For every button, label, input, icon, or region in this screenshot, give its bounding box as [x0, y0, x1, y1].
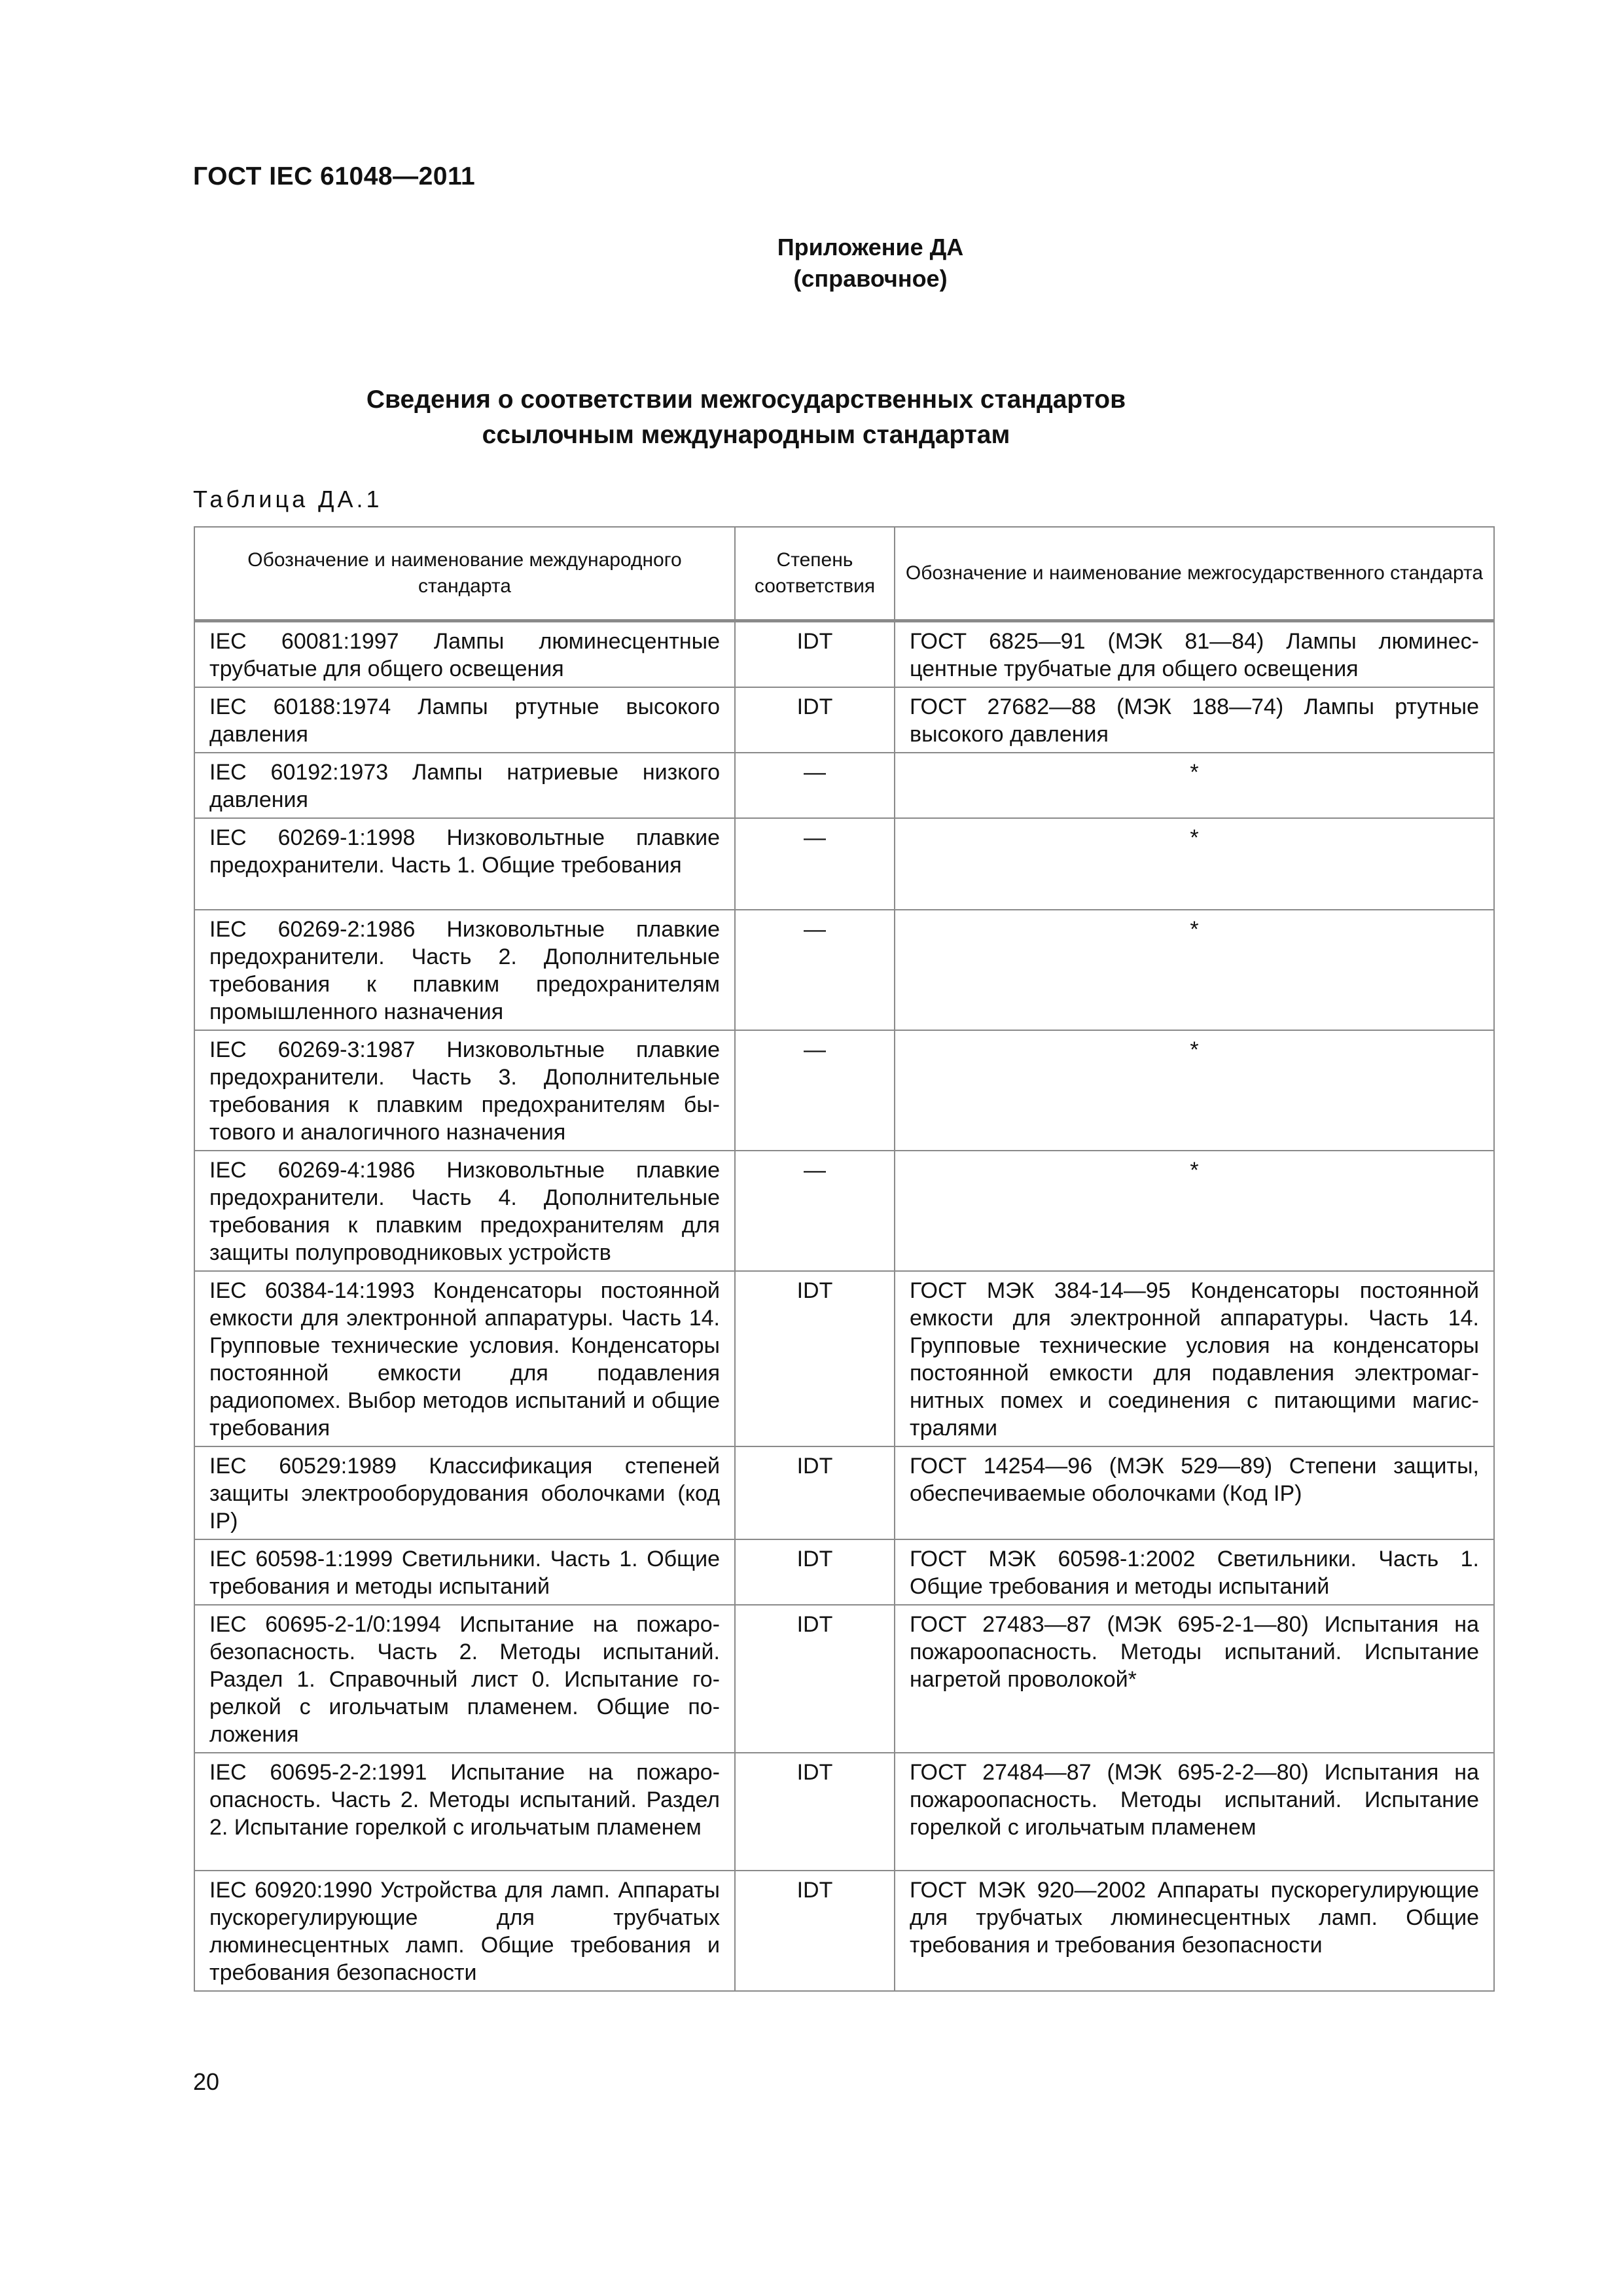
cell-interstate-standard: *	[895, 818, 1494, 910]
cell-international-standard: IEC 60695-2-2:1991 Испытание на пожароопасность. Часть 2. Методы испытаний. Раздел 2. Испытание горелкой с игольчатым пламенем	[194, 1753, 735, 1871]
cell-interstate-standard: ГОСТ 27682—88 (МЭК 188—74) Лампы ртутные высокого давления	[895, 687, 1494, 753]
section-heading-line1: Сведения о соответствии межгосударственных стандартов	[366, 386, 1126, 414]
table-body	[194, 621, 1494, 1992]
cell-international-standard: IEC 60269-2:1986 Низковольтные плавкие предохранители. Часть 2. Дополнительные требования к плавким предохранителям промышленного назначения	[194, 910, 735, 1030]
cell-interstate-standard: ГОСТ 27483—87 (МЭК 695-2-1—80) Испытания на пожароопасность. Методы испытаний. Испытание нагретой проволокой*	[895, 1605, 1494, 1753]
cell-degree-of-conformity: IDT	[735, 1539, 895, 1605]
cell-degree-of-conformity: IDT	[735, 1271, 895, 1446]
cell-international-standard: IEC 60269-4:1986 Низковольтные плавкие предохранители. Часть 4. Дополнительные требования к плавким предохранителям для защиты полупроводниковых устройств	[194, 1151, 735, 1271]
table-row	[194, 1446, 1494, 1539]
header-interstate-standard: Обозначение и наименование межгосударственного стандарта	[895, 527, 1494, 621]
page-number: 20	[193, 2068, 220, 2095]
cell-degree-of-conformity: IDT	[735, 687, 895, 753]
cell-interstate-standard: ГОСТ МЭК 920—2002 Аппараты пускорегулирующие для трубчатых люминесцентных ламп. Общие требования и требования безопасности	[895, 1871, 1494, 1991]
table-row	[194, 1871, 1494, 1991]
cell-degree-of-conformity: IDT	[735, 621, 895, 688]
cell-degree-of-conformity: —	[735, 753, 895, 818]
cell-international-standard: IEC 60188:1974 Лампы ртутные высокого давления	[194, 687, 735, 753]
cell-interstate-standard: ГОСТ 27484—87 (МЭК 695-2-2—80) Испытания на пожароопасность. Методы испытаний. Испытание горелкой с игольчатым пламенем	[895, 1753, 1494, 1871]
cell-degree-of-conformity: —	[735, 910, 895, 1030]
cell-degree-of-conformity: —	[735, 818, 895, 910]
cell-international-standard: IEC 60269-1:1998 Низковольтные плавкие предохранители. Часть 1. Общие требования	[194, 818, 735, 910]
document-code: ГОСТ IEC 61048—2011	[193, 162, 476, 190]
cell-international-standard: IEC 60192:1973 Лампы натриевые низкого давления	[194, 753, 735, 818]
table-row	[194, 687, 1494, 753]
cell-international-standard: IEC 60081:1997 Лампы люминесцентные трубчатые для общего освещения	[194, 621, 735, 688]
table-header-row	[194, 527, 1494, 621]
cell-interstate-standard: *	[895, 1151, 1494, 1271]
cell-degree-of-conformity: IDT	[735, 1871, 895, 1991]
table-row	[194, 1753, 1494, 1871]
cell-international-standard: IEC 60384-14:1993 Конденсаторы постоянной емкости для электронной аппаратуры. Часть 14. Групповые технические условия. Конденсаторы постоянной емкости для подавления радиопомех. Выбор методов испытаний и общие требования	[194, 1271, 735, 1446]
standards-table	[194, 526, 1495, 1992]
section-heading	[327, 382, 1165, 453]
cell-degree-of-conformity: IDT	[735, 1605, 895, 1753]
cell-interstate-standard: ГОСТ МЭК 60598-1:2002 Светильники. Часть 1. Общие требования и методы испытаний	[895, 1539, 1494, 1605]
section-heading-line2: ссылочным международным стандартам	[482, 421, 1010, 449]
table-row	[194, 1271, 1494, 1446]
cell-interstate-standard: *	[895, 910, 1494, 1030]
cell-degree-of-conformity: IDT	[735, 1446, 895, 1539]
cell-international-standard: IEC 60529:1989 Классификация степеней защиты электрооборудования оболочками (код IP)	[194, 1446, 735, 1539]
table-row	[194, 818, 1494, 910]
table-row	[194, 910, 1494, 1030]
cell-interstate-standard: *	[895, 753, 1494, 818]
appendix-heading	[694, 232, 1047, 295]
cell-international-standard: IEC 60920:1990 Устройства для ламп. Аппараты пускорегулирующие для трубчатых люминесцентных ламп. Общие требования и требования безопасности	[194, 1871, 735, 1991]
cell-degree-of-conformity: —	[735, 1030, 895, 1151]
table-row	[194, 1605, 1494, 1753]
cell-interstate-standard: *	[895, 1030, 1494, 1151]
cell-degree-of-conformity: —	[735, 1151, 895, 1271]
table-row	[194, 753, 1494, 818]
cell-interstate-standard: ГОСТ МЭК 384-14—95 Конденсаторы постоянной емкости для электронной аппаратуры. Часть 14. Групповые технические условия на конденсаторы постоянной емкости для подавления электромагнитных помех и соединения с питающими магистралями	[895, 1271, 1494, 1446]
cell-international-standard: IEC 60598-1:1999 Светильники. Часть 1. Общие требования и методы испытаний	[194, 1539, 735, 1605]
table-caption: Таблица ДА.1	[193, 486, 383, 512]
header-degree-of-conformity: Степень соответствия	[735, 527, 895, 621]
table-row	[194, 1539, 1494, 1605]
header-international-standard: Обозначение и наименование международного стандарта	[194, 527, 735, 621]
cell-degree-of-conformity: IDT	[735, 1753, 895, 1871]
table-row	[194, 1030, 1494, 1151]
cell-interstate-standard: ГОСТ 14254—96 (МЭК 529—89) Степени защиты, обеспечиваемые оболочками (Код IP)	[895, 1446, 1494, 1539]
cell-interstate-standard: ГОСТ 6825—91 (МЭК 81—84) Лампы люминесцентные трубчатые для общего освещения	[895, 621, 1494, 688]
table-row	[194, 1151, 1494, 1271]
cell-international-standard: IEC 60695-2-1/0:1994 Испытание на пожаробезопасность. Часть 2. Методы испытаний. Раздел 1. Справочный лист 0. Испытание горелкой с игольчатым пламенем. Общие положения	[194, 1605, 735, 1753]
table-row	[194, 621, 1494, 688]
appendix-subtitle: (справочное)	[793, 265, 948, 292]
cell-international-standard: IEC 60269-3:1987 Низковольтные плавкие предохранители. Часть 3. Дополнительные требования к плавким предохранителям бытового и аналогичного назначения	[194, 1030, 735, 1151]
appendix-title: Приложение ДА	[777, 234, 964, 260]
